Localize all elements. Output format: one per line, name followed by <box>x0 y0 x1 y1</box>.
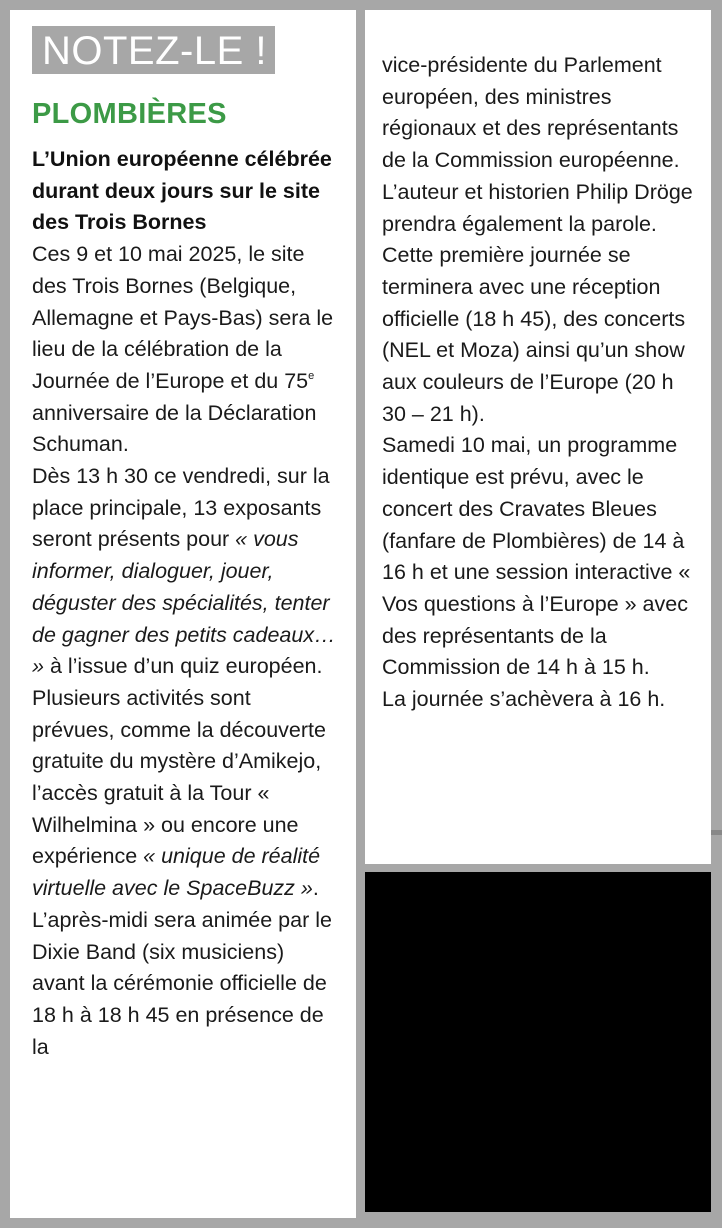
paragraph-intro <box>32 239 338 461</box>
paragraph-activities-text-end: . L’après-midi sera animée par le Dixie Band (six musiciens) avant la cérémonie officielle de 18 h à 18 h 45 en présence de la <box>32 876 332 1059</box>
ordinal-superscript: e <box>308 369 315 382</box>
section-tag: NOTEZ-LE ! <box>32 26 275 74</box>
paragraph-exhibitors-text: Dès 13 h 30 ce vendredi, sur la place principale, 13 exposants seront présents pour <box>32 464 330 552</box>
paragraph-closing: La journée s’achèvera à 16 h. <box>382 687 666 712</box>
paragraph-officials: vice-présidente du Parlement européen, des ministres régionaux et des représentants de la Commission européenne. <box>382 53 680 173</box>
location-heading: PLOMBIÈRES <box>32 98 227 130</box>
redacted-image-block <box>365 872 711 1212</box>
article-column-right <box>365 10 711 864</box>
article-column-left <box>10 10 356 1218</box>
paragraph-intro-text: Ces 9 et 10 mai 2025, le site des Trois Bornes (Belgique, Allemagne et Pays-Bas) sera le lieu de la célébration de la Journée de l’Europe et du 75 <box>32 242 334 393</box>
paragraph-first-day: Cette première journée se terminera avec une réception officielle (18 h 45), des concerts (NEL et Moza) ainsi qu’un show aux couleurs de l’Europe (20 h 30 – 21 h). <box>382 243 686 426</box>
article-headline: L’Union européenne célébrée durant deux jours sur le site des Trois Bornes <box>32 147 332 235</box>
paragraph-intro-text-end: anniversaire de la Déclaration Schuman. <box>32 400 317 457</box>
exhibitors-quote: « vous informer, dialoguer, jouer, déguster des spécialités, tenter de gagner des petits cadeaux… » <box>32 527 336 679</box>
paragraph-exhibitors-text-end: à l’issue d’un quiz européen. <box>43 654 323 679</box>
paragraph-second-day: Samedi 10 mai, un programme identique est prévu, avec le concert des Cravates Bleues (fanfare de Plombières) de 14 à 16 h et une session interactive « Vos questions à l’Europe » avec des représentants de la Commission de 14 h à 15 h. <box>382 433 691 680</box>
column-edge-mark <box>711 830 722 835</box>
paragraph-historian: L’auteur et historien Philip Dröge prendra également la parole. <box>382 179 693 236</box>
paragraph-activities-text: Plusieurs activités sont prévues, comme la découverte gratuite du mystère d’Amikejo, l’accès gratuit à la Tour « Wilhelmina » ou encore une expérience <box>32 685 326 869</box>
paragraph-exhibitors <box>32 461 338 683</box>
paragraph-activities <box>32 683 338 1063</box>
activities-quote: « unique de réalité virtuelle avec le SpaceBuzz » <box>32 844 321 901</box>
